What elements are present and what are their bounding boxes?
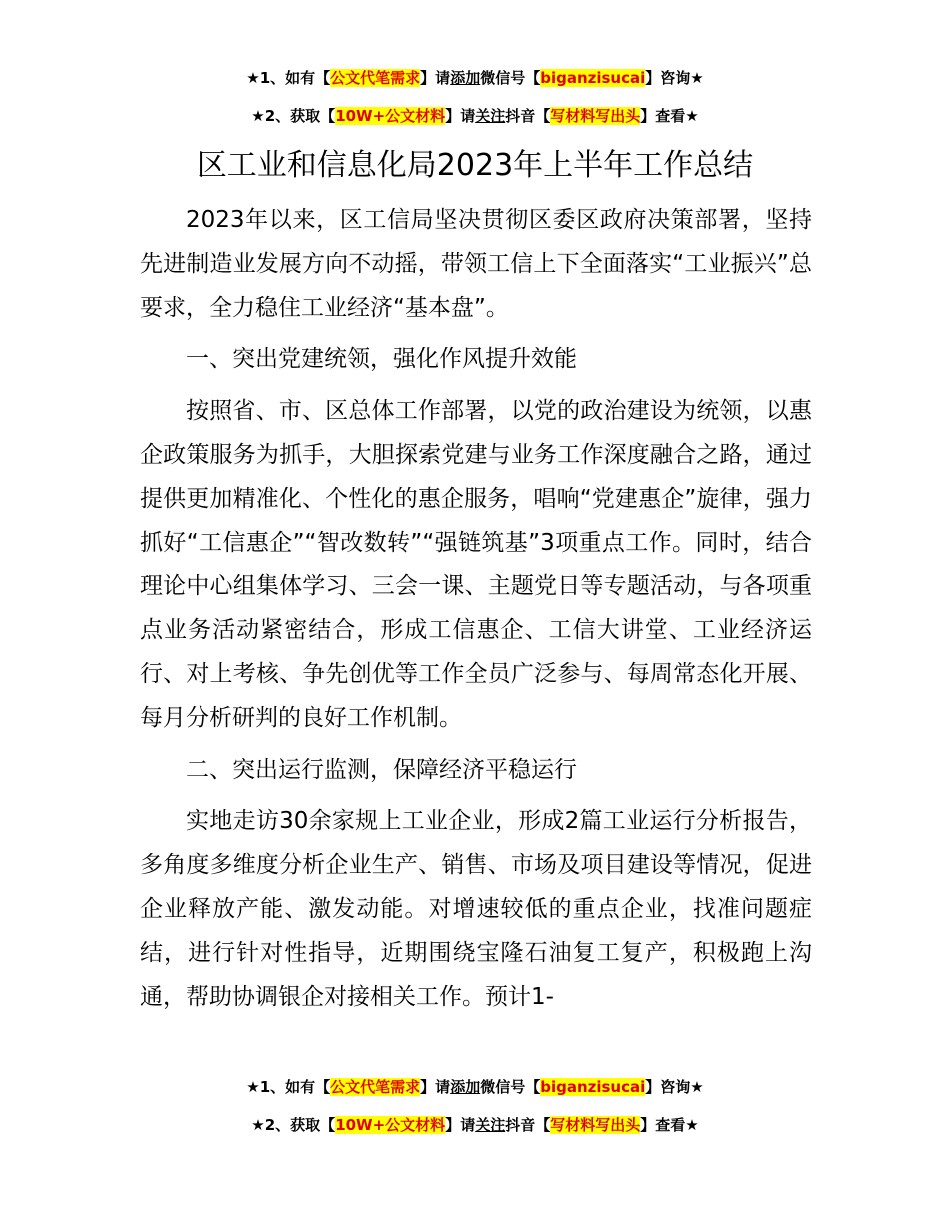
banner-highlight: 10W+公文材料 [335, 107, 446, 125]
banner-highlight: 10W+公文材料 [335, 1116, 446, 1134]
paragraph: 实地走访30余家规上工业企业，形成2篇工业运行分析报告，多角度多维度分析企业生产、销售、市场及项目建设等情况，促进企业释放产能、激发动能。对增速较低的重点企业，找准问题症结，进行针对性指导，近期围绕宝隆石油复工复产，积极跑上沟通，帮助协调银企对接相关工作。预计1- [140, 808, 812, 1010]
banner-text: ★1、如有【 [246, 69, 331, 87]
banner-highlight: biganzisucai [540, 69, 646, 87]
banner-text: 】查看★ [640, 107, 699, 125]
header-banner-douyin [0, 105, 950, 127]
banner-text: ★1、如有【 [246, 1078, 331, 1096]
banner-text: 微信号【 [480, 69, 541, 87]
banner-highlight: 公文代笔需求 [330, 69, 421, 87]
banner-text: 抖音【 [505, 1116, 551, 1134]
document-body [140, 199, 812, 1019]
banner-text: 】咨询★ [645, 1078, 704, 1096]
paragraph: 2023年以来，区工信局坚决贯彻区委区政府决策部署，坚持先进制造业发展方向不动摇，带领工信上下全面落实“工业振兴”总要求，全力稳住工业经济“基本盘”。 [140, 207, 812, 321]
banner-text: ★2、获取【 [251, 1116, 336, 1134]
banner-text: 微信号【 [480, 1078, 541, 1096]
section-heading: 一、突出党建统领，强化作风提升效能 [186, 346, 577, 373]
banner-text: ★2、获取【 [251, 107, 336, 125]
banner-text: 】请 [420, 1078, 451, 1096]
header-banner-wechat [0, 67, 950, 89]
banner-text: 】请 [420, 69, 451, 87]
banner-underline: 关注 [475, 107, 506, 125]
banner-text: 】查看★ [640, 1116, 699, 1134]
banner-highlight: 写材料写出头 [550, 1116, 641, 1134]
banner-underline: 添加 [450, 1078, 481, 1096]
paragraph: 按照省、市、区总体工作部署，以党的政治建设为统领，以惠企政策服务为抓手，大胆探索党建与业务工作深度融合之路，通过提供更加精准化、个性化的惠企服务，唱响“党建惠企”旋律，强力抓好“工信惠企”“智改数转”“强链筑基”3项重点工作。同时，结合理论中心组集体学习、三会一课、主题党日等专题活动，与各项重点业务活动紧密结合，形成工信惠企、工信大讲堂、工业经济运行、对上考核、争先创优等工作全员广泛参与、每周常态化开展、每月分析研判的良好工作机制。 [140, 398, 812, 731]
footer-banner-wechat [0, 1076, 950, 1098]
banner-underline: 关注 [475, 1116, 506, 1134]
banner-text: 】请 [445, 107, 476, 125]
banner-underline: 添加 [450, 69, 481, 87]
banner-text: 】请 [445, 1116, 476, 1134]
page-title: 区工业和信息化局2023年上半年工作总结 [196, 148, 754, 183]
section-heading: 二、突出运行监测，保障经济平稳运行 [186, 756, 577, 783]
footer-banner-douyin [0, 1114, 950, 1136]
banner-text: 】咨询★ [645, 69, 704, 87]
banner-text: 抖音【 [505, 107, 551, 125]
banner-highlight: biganzisucai [540, 1078, 646, 1096]
banner-highlight: 写材料写出头 [550, 107, 641, 125]
banner-highlight: 公文代笔需求 [330, 1078, 421, 1096]
